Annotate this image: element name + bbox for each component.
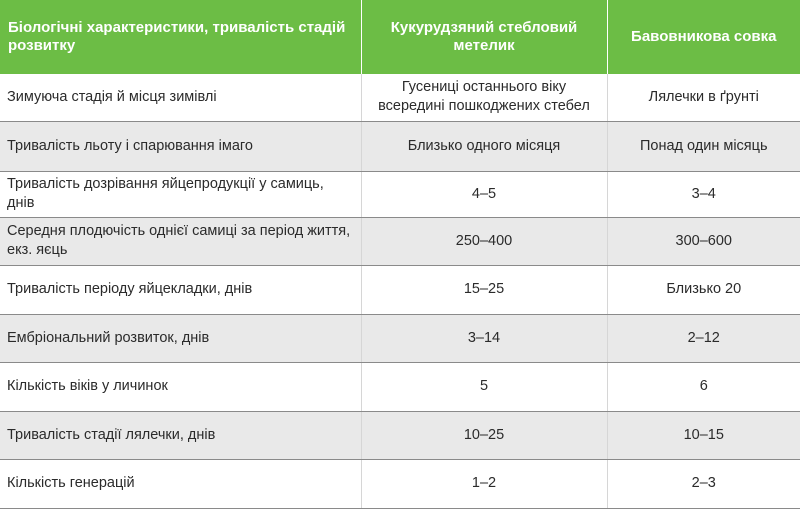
cotton-bollworm-value: Близько 20 [607,265,800,314]
table-row [0,314,800,362]
row-label: Тривалість стадії лялечки, днів [0,411,361,459]
row-label: Ембріональний розвиток, днів [0,314,361,362]
corn-borer-value: 5 [361,362,607,411]
cotton-bollworm-value: Лялечки в ґрунті [607,74,800,121]
corn-borer-value: Гусениці останнього віку всередині пошкоджених стебел [361,74,607,121]
corn-borer-value: 4–5 [361,171,607,217]
row-label: Зимуюча стадія й місця зимівлі [0,74,361,121]
row-label: Кількість віків у личинок [0,362,361,411]
corn-borer-value: 10–25 [361,411,607,459]
row-label: Тривалість періоду яйцекладки, днів [0,265,361,314]
table-row [0,459,800,508]
row-label: Кількість генерацій [0,459,361,508]
table-row [0,217,800,265]
cotton-bollworm-value: 10–15 [607,411,800,459]
corn-borer-value: 1–2 [361,459,607,508]
table-row [0,411,800,459]
table-row [0,362,800,411]
table-header [0,0,800,74]
cotton-bollworm-value: 2–12 [607,314,800,362]
corn-borer-value: 3–14 [361,314,607,362]
corn-borer-value: 15–25 [361,265,607,314]
table-row [0,265,800,314]
cotton-bollworm-value: 2–3 [607,459,800,508]
cotton-bollworm-value: Понад один місяць [607,121,800,171]
cotton-bollworm-value: 3–4 [607,171,800,217]
header-cotton-bollworm: Бавовникова совка [607,0,800,74]
table-row [0,171,800,217]
table-row [0,121,800,171]
header-characteristics: Біологічні характеристики, тривалість стадій розвитку [0,0,361,74]
header-corn-borer: Кукурудзяний стебловий метелик [361,0,607,74]
row-label: Середня плодючість однієї самиці за період життя, екз. яєць [0,217,361,265]
corn-borer-value: Близько одного місяця [361,121,607,171]
row-label: Тривалість дозрівання яйцепродукції у самиць, днів [0,171,361,217]
corn-borer-value: 250–400 [361,217,607,265]
table-row [0,74,800,121]
row-label: Тривалість льоту і спарювання імаго [0,121,361,171]
cotton-bollworm-value: 6 [607,362,800,411]
cotton-bollworm-value: 300–600 [607,217,800,265]
